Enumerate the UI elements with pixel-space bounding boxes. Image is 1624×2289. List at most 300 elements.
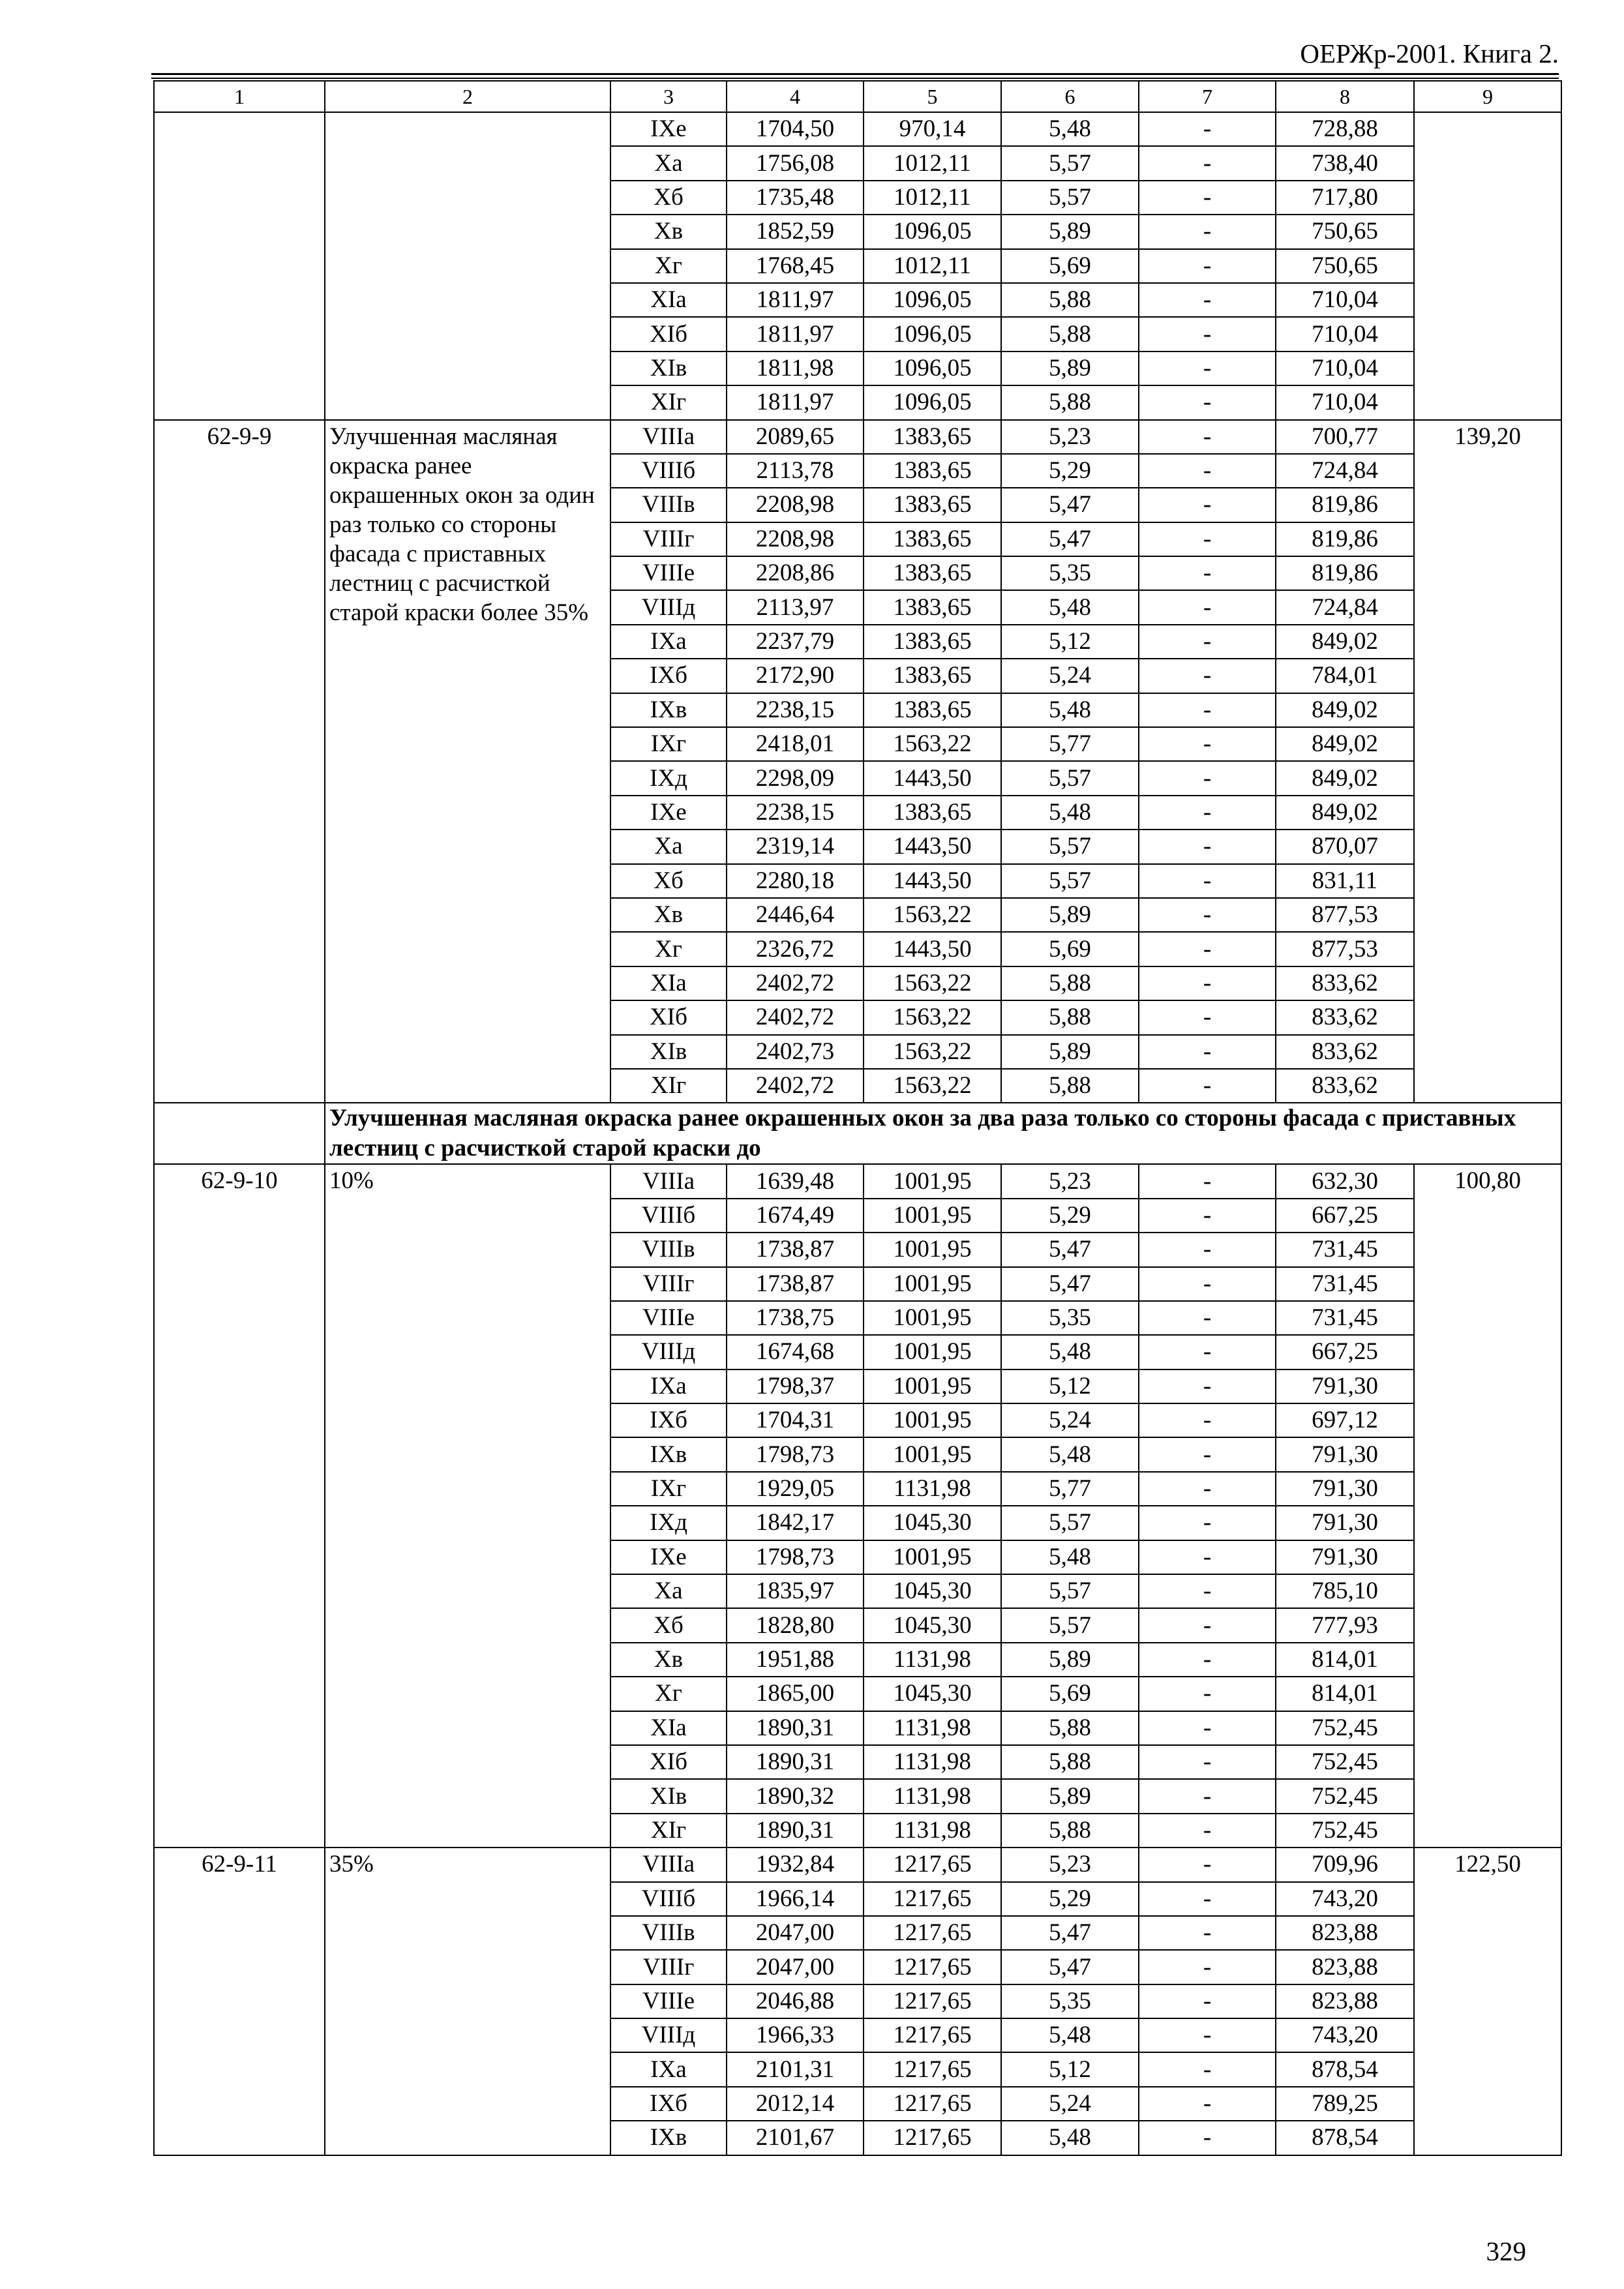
col8-value: 710,04 (1276, 352, 1414, 385)
col8-value: 750,65 (1276, 215, 1414, 248)
col7-value: - (1139, 796, 1276, 830)
table-row (154, 420, 1561, 454)
col5-value: 1096,05 (864, 385, 1001, 419)
col7-value: - (1139, 1199, 1276, 1233)
col5-value: 1012,11 (864, 146, 1001, 180)
col5-value: 1383,65 (864, 488, 1001, 522)
col7-value: - (1139, 1608, 1276, 1642)
col6-value: 5,12 (1001, 625, 1139, 659)
col8-value: 833,62 (1276, 1069, 1414, 1103)
col6-value: 5,88 (1001, 1745, 1139, 1779)
col5-value: 1131,98 (864, 1745, 1001, 1779)
col6-value: 5,69 (1001, 1677, 1139, 1711)
zone-cell: Xг (610, 932, 727, 966)
col6-value: 5,89 (1001, 215, 1139, 248)
col7-value: - (1139, 215, 1276, 248)
col5-value: 1096,05 (864, 317, 1001, 351)
col8-value: 791,30 (1276, 1369, 1414, 1403)
zone-cell: Xг (610, 1677, 727, 1711)
zone-cell: VIIIд (610, 1335, 727, 1369)
col6-value: 5,35 (1001, 556, 1139, 590)
zone-cell: XIг (610, 1814, 727, 1848)
zone-cell: IXб (610, 2087, 727, 2121)
col7-value: - (1139, 1369, 1276, 1403)
col4-value: 2113,78 (727, 454, 864, 488)
zone-cell: IXб (610, 1403, 727, 1437)
zone-cell: VIIIв (610, 1233, 727, 1266)
col4-value: 2101,67 (727, 2121, 864, 2155)
rate-code: 62-9-11 (154, 1848, 325, 2155)
col5-value: 1443,50 (864, 830, 1001, 863)
col7-value: - (1139, 1540, 1276, 1574)
col4-value: 1738,87 (727, 1233, 864, 1266)
col6-value: 5,47 (1001, 1950, 1139, 1984)
zone-cell: VIIIв (610, 1916, 727, 1950)
col6-value: 5,12 (1001, 2052, 1139, 2086)
col5-value: 1217,65 (864, 1984, 1001, 2018)
zone-cell: IXе (610, 112, 727, 146)
col4-value: 2298,09 (727, 761, 864, 795)
col8-value: 878,54 (1276, 2121, 1414, 2155)
col9-value: 122,50 (1414, 1848, 1561, 2155)
col6-value: 5,57 (1001, 1608, 1139, 1642)
col7-value: - (1139, 1437, 1276, 1471)
col7-value: - (1139, 1643, 1276, 1677)
col7-value: - (1139, 317, 1276, 351)
col6-value: 5,69 (1001, 249, 1139, 283)
col6-value: 5,88 (1001, 966, 1139, 1000)
col6-value: 5,89 (1001, 1643, 1139, 1677)
col4-value: 2326,72 (727, 932, 864, 966)
col7-value: - (1139, 1574, 1276, 1608)
col4-value: 1890,31 (727, 1745, 864, 1779)
col4-value: 2046,88 (727, 1984, 864, 2018)
col4-value: 2172,90 (727, 659, 864, 693)
zone-cell: VIIIг (610, 522, 727, 556)
col7-value: - (1139, 146, 1276, 180)
col8-value: 777,93 (1276, 1608, 1414, 1642)
col6-value: 5,48 (1001, 2121, 1139, 2155)
col4-value: 1811,97 (727, 317, 864, 351)
col4-value: 1966,33 (727, 2018, 864, 2052)
col8-value: 849,02 (1276, 727, 1414, 761)
col6-value: 5,23 (1001, 1164, 1139, 1198)
col6-value: 5,57 (1001, 1506, 1139, 1540)
col7-value: - (1139, 1882, 1276, 1916)
col8-value: 877,53 (1276, 932, 1414, 966)
col4-value: 1768,45 (727, 249, 864, 283)
zone-cell: XIв (610, 1779, 727, 1813)
col7-value: - (1139, 693, 1276, 727)
col4-value: 2047,00 (727, 1916, 864, 1950)
col8-value: 814,01 (1276, 1677, 1414, 1711)
col7-value: - (1139, 488, 1276, 522)
col5-value: 1096,05 (864, 352, 1001, 385)
col5-value: 1045,30 (864, 1608, 1001, 1642)
col8-value: 814,01 (1276, 1643, 1414, 1677)
col5-value: 1012,11 (864, 249, 1001, 283)
col5-value: 1001,95 (864, 1540, 1001, 1574)
col4-value: 2402,73 (727, 1035, 864, 1069)
col8-value: 791,30 (1276, 1506, 1414, 1540)
column-header: 7 (1139, 81, 1276, 112)
col8-value: 731,45 (1276, 1301, 1414, 1335)
column-header: 2 (325, 81, 610, 112)
col7-value: - (1139, 1267, 1276, 1301)
col8-value: 877,53 (1276, 898, 1414, 932)
zone-cell: VIIIб (610, 1199, 727, 1233)
col4-value: 2012,14 (727, 2087, 864, 2121)
zone-cell: VIIIе (610, 556, 727, 590)
col7-value: - (1139, 966, 1276, 1000)
zone-cell: VIIIе (610, 1984, 727, 2018)
zone-cell: XIа (610, 966, 727, 1000)
zone-cell: XIв (610, 1035, 727, 1069)
zone-cell: Xа (610, 146, 727, 180)
col5-value: 1217,65 (864, 1882, 1001, 1916)
col7-value: - (1139, 1301, 1276, 1335)
column-header: 5 (864, 81, 1001, 112)
blank-cell (154, 1103, 325, 1164)
col4-value: 2280,18 (727, 864, 864, 898)
col5-value: 1001,95 (864, 1233, 1001, 1266)
zone-cell: Xв (610, 215, 727, 248)
blank-cell (325, 112, 610, 420)
col4-value: 1852,59 (727, 215, 864, 248)
col6-value: 5,24 (1001, 2087, 1139, 2121)
col6-value: 5,48 (1001, 1540, 1139, 1574)
col8-value: 743,20 (1276, 2018, 1414, 2052)
col8-value: 724,84 (1276, 454, 1414, 488)
col9-value: 100,80 (1414, 1164, 1561, 1848)
col5-value: 1001,95 (864, 1369, 1001, 1403)
col8-value: 717,80 (1276, 181, 1414, 215)
col5-value: 1383,65 (864, 659, 1001, 693)
col5-value: 1131,98 (864, 1814, 1001, 1848)
col6-value: 5,77 (1001, 727, 1139, 761)
col4-value: 1704,50 (727, 112, 864, 146)
column-header: 4 (727, 81, 864, 112)
zone-cell: XIг (610, 1069, 727, 1103)
col7-value: - (1139, 352, 1276, 385)
col6-value: 5,35 (1001, 1984, 1139, 2018)
col6-value: 5,88 (1001, 385, 1139, 419)
col4-value: 1674,68 (727, 1335, 864, 1369)
col8-value: 752,45 (1276, 1711, 1414, 1745)
zone-cell: VIIIд (610, 2018, 727, 2052)
work-description: 10% (325, 1164, 610, 1848)
col7-value: - (1139, 1035, 1276, 1069)
zone-cell: XIг (610, 385, 727, 419)
col7-value: - (1139, 1677, 1276, 1711)
col4-value: 2208,98 (727, 488, 864, 522)
zone-cell: Xб (610, 181, 727, 215)
section-heading-row (154, 1103, 1561, 1164)
col6-value: 5,57 (1001, 864, 1139, 898)
col8-value: 789,25 (1276, 2087, 1414, 2121)
col6-value: 5,12 (1001, 1369, 1139, 1403)
col7-value: - (1139, 522, 1276, 556)
col5-value: 1001,95 (864, 1199, 1001, 1233)
rate-code: 62-9-9 (154, 420, 325, 1103)
zone-cell: XIа (610, 1711, 727, 1745)
col8-value: 752,45 (1276, 1745, 1414, 1779)
zone-cell: VIIIг (610, 1267, 727, 1301)
col6-value: 5,23 (1001, 420, 1139, 454)
col6-value: 5,47 (1001, 1233, 1139, 1266)
col4-value: 1798,37 (727, 1369, 864, 1403)
col5-value: 1001,95 (864, 1437, 1001, 1471)
zone-cell: Xг (610, 249, 727, 283)
col7-value: - (1139, 1984, 1276, 2018)
table-row (154, 1164, 1561, 1198)
col5-value: 1383,65 (864, 556, 1001, 590)
col5-value: 1001,95 (864, 1403, 1001, 1437)
col8-value: 710,04 (1276, 283, 1414, 317)
col8-value: 849,02 (1276, 693, 1414, 727)
col5-value: 1563,22 (864, 966, 1001, 1000)
zone-cell: IXв (610, 2121, 727, 2155)
col8-value: 632,30 (1276, 1164, 1414, 1198)
col7-value: - (1139, 2121, 1276, 2155)
col7-value: - (1139, 556, 1276, 590)
col5-value: 1217,65 (864, 2018, 1001, 2052)
col5-value: 1443,50 (864, 932, 1001, 966)
zone-cell: IXа (610, 1369, 727, 1403)
col5-value: 1443,50 (864, 761, 1001, 795)
col8-value: 743,20 (1276, 1882, 1414, 1916)
blank-cell (154, 112, 325, 420)
zone-cell: Xа (610, 830, 727, 863)
page-number: 329 (1486, 2236, 1526, 2266)
col6-value: 5,29 (1001, 1199, 1139, 1233)
col7-value: - (1139, 1848, 1276, 1881)
col4-value: 1738,87 (727, 1267, 864, 1301)
col6-value: 5,89 (1001, 1779, 1139, 1813)
col8-value: 849,02 (1276, 796, 1414, 830)
col8-value: 731,45 (1276, 1267, 1414, 1301)
column-header: 6 (1001, 81, 1139, 112)
col5-value: 1217,65 (864, 2121, 1001, 2155)
col4-value: 1738,75 (727, 1301, 864, 1335)
col8-value: 849,02 (1276, 761, 1414, 795)
col4-value: 1890,32 (727, 1779, 864, 1813)
col8-value: 700,77 (1276, 420, 1414, 454)
col8-value: 791,30 (1276, 1540, 1414, 1574)
col4-value: 2446,64 (727, 898, 864, 932)
col8-value: 819,86 (1276, 488, 1414, 522)
col4-value: 2047,00 (727, 1950, 864, 1984)
col7-value: - (1139, 1745, 1276, 1779)
col7-value: - (1139, 420, 1276, 454)
col7-value: - (1139, 625, 1276, 659)
col4-value: 1890,31 (727, 1711, 864, 1745)
zone-cell: IXв (610, 1437, 727, 1471)
col6-value: 5,69 (1001, 932, 1139, 966)
zone-cell: IXб (610, 659, 727, 693)
col7-value: - (1139, 1233, 1276, 1266)
col8-value: 819,86 (1276, 522, 1414, 556)
column-header: 8 (1276, 81, 1414, 112)
col4-value: 1828,80 (727, 1608, 864, 1642)
zone-cell: XIб (610, 1000, 727, 1034)
column-number-row (154, 81, 1561, 112)
col5-value: 1563,22 (864, 1035, 1001, 1069)
table-row (154, 1848, 1561, 1881)
col5-value: 1001,95 (864, 1267, 1001, 1301)
col6-value: 5,57 (1001, 761, 1139, 795)
table-body (154, 81, 1561, 2155)
col6-value: 5,88 (1001, 283, 1139, 317)
col4-value: 1674,49 (727, 1199, 864, 1233)
zone-cell: IXе (610, 1540, 727, 1574)
col8-value: 728,88 (1276, 112, 1414, 146)
col8-value: 833,62 (1276, 966, 1414, 1000)
col5-value: 1383,65 (864, 420, 1001, 454)
col7-value: - (1139, 898, 1276, 932)
col5-value: 1131,98 (864, 1472, 1001, 1506)
table-row (154, 112, 1561, 146)
col4-value: 1929,05 (727, 1472, 864, 1506)
col6-value: 5,48 (1001, 1437, 1139, 1471)
col5-value: 1563,22 (864, 1069, 1001, 1103)
col7-value: - (1139, 1916, 1276, 1950)
col7-value: - (1139, 1506, 1276, 1540)
col7-value: - (1139, 1472, 1276, 1506)
col6-value: 5,88 (1001, 1000, 1139, 1034)
col8-value: 710,04 (1276, 317, 1414, 351)
col8-value: 833,62 (1276, 1000, 1414, 1034)
col4-value: 1811,97 (727, 283, 864, 317)
col5-value: 1563,22 (864, 727, 1001, 761)
col4-value: 1811,97 (727, 385, 864, 419)
col5-value: 970,14 (864, 112, 1001, 146)
zone-cell: IXв (610, 693, 727, 727)
col7-value: - (1139, 1779, 1276, 1813)
col7-value: - (1139, 181, 1276, 215)
col8-value: 667,25 (1276, 1335, 1414, 1369)
col7-value: - (1139, 112, 1276, 146)
col6-value: 5,88 (1001, 1069, 1139, 1103)
col5-value: 1012,11 (864, 181, 1001, 215)
col4-value: 2208,86 (727, 556, 864, 590)
col7-value: - (1139, 659, 1276, 693)
col5-value: 1383,65 (864, 796, 1001, 830)
col8-value: 831,11 (1276, 864, 1414, 898)
col6-value: 5,23 (1001, 1848, 1139, 1881)
col5-value: 1045,30 (864, 1506, 1001, 1540)
col7-value: - (1139, 1711, 1276, 1745)
col5-value: 1001,95 (864, 1335, 1001, 1369)
header-rule (151, 78, 1559, 79)
col5-value: 1001,95 (864, 1301, 1001, 1335)
col6-value: 5,24 (1001, 659, 1139, 693)
zone-cell: VIIIа (610, 420, 727, 454)
zone-cell: XIа (610, 283, 727, 317)
col8-value: 823,88 (1276, 1984, 1414, 2018)
page-header-title: ОЕРЖр-2001. Книга 2. (1300, 38, 1559, 68)
col6-value: 5,48 (1001, 112, 1139, 146)
zone-cell: VIIIб (610, 454, 727, 488)
col5-value: 1045,30 (864, 1677, 1001, 1711)
col6-value: 5,57 (1001, 146, 1139, 180)
zone-cell: VIIIб (610, 1882, 727, 1916)
col5-value: 1131,98 (864, 1643, 1001, 1677)
col4-value: 2238,15 (727, 796, 864, 830)
col5-value: 1383,65 (864, 590, 1001, 624)
col5-value: 1383,65 (864, 454, 1001, 488)
zone-cell: VIIIд (610, 590, 727, 624)
col6-value: 5,24 (1001, 1403, 1139, 1437)
col8-value: 667,25 (1276, 1199, 1414, 1233)
zone-cell: IXд (610, 761, 727, 795)
col4-value: 2238,15 (727, 693, 864, 727)
col7-value: - (1139, 864, 1276, 898)
col4-value: 2402,72 (727, 1069, 864, 1103)
zone-cell: XIб (610, 1745, 727, 1779)
col6-value: 5,77 (1001, 1472, 1139, 1506)
col5-value: 1217,65 (864, 1916, 1001, 1950)
zone-cell: Xв (610, 898, 727, 932)
col6-value: 5,88 (1001, 317, 1139, 351)
col8-value: 697,12 (1276, 1403, 1414, 1437)
col8-value: 709,96 (1276, 1848, 1414, 1881)
col9-value: 139,20 (1414, 420, 1561, 1103)
section-heading: Улучшенная масляная окраска ранее окрашенных окон за два раза только со стороны фасада с приставных лестниц с расчисткой старой краски до (325, 1103, 1561, 1164)
col7-value: - (1139, 761, 1276, 795)
zone-cell: XIв (610, 352, 727, 385)
col5-value: 1096,05 (864, 215, 1001, 248)
zone-cell: XIб (610, 317, 727, 351)
col5-value: 1383,65 (864, 693, 1001, 727)
col8-value: 791,30 (1276, 1472, 1414, 1506)
rates-table (153, 80, 1562, 2156)
col8-value: 752,45 (1276, 1779, 1414, 1813)
col5-value: 1443,50 (864, 864, 1001, 898)
zone-cell: VIIIг (610, 1950, 727, 1984)
col4-value: 2208,98 (727, 522, 864, 556)
col5-value: 1131,98 (864, 1779, 1001, 1813)
col8-value: 849,02 (1276, 625, 1414, 659)
col4-value: 2089,65 (727, 420, 864, 454)
col8-value: 823,88 (1276, 1950, 1414, 1984)
col4-value: 2418,01 (727, 727, 864, 761)
zone-cell: Xб (610, 864, 727, 898)
col4-value: 1811,98 (727, 352, 864, 385)
col7-value: - (1139, 2018, 1276, 2052)
col8-value: 750,65 (1276, 249, 1414, 283)
col4-value: 2101,31 (727, 2052, 864, 2086)
col6-value: 5,48 (1001, 796, 1139, 830)
col5-value: 1217,65 (864, 2087, 1001, 2121)
col4-value: 2319,14 (727, 830, 864, 863)
col4-value: 1798,73 (727, 1540, 864, 1574)
col6-value: 5,48 (1001, 2018, 1139, 2052)
col4-value: 1966,14 (727, 1882, 864, 1916)
col8-value: 784,01 (1276, 659, 1414, 693)
col4-value: 1735,48 (727, 181, 864, 215)
col7-value: - (1139, 1335, 1276, 1369)
col7-value: - (1139, 830, 1276, 863)
col4-value: 1951,88 (727, 1643, 864, 1677)
col8-value: 870,07 (1276, 830, 1414, 863)
col8-value: 823,88 (1276, 1916, 1414, 1950)
col6-value: 5,57 (1001, 181, 1139, 215)
col7-value: - (1139, 283, 1276, 317)
col7-value: - (1139, 1000, 1276, 1034)
zone-cell: IXа (610, 2052, 727, 2086)
col5-value: 1001,95 (864, 1164, 1001, 1198)
